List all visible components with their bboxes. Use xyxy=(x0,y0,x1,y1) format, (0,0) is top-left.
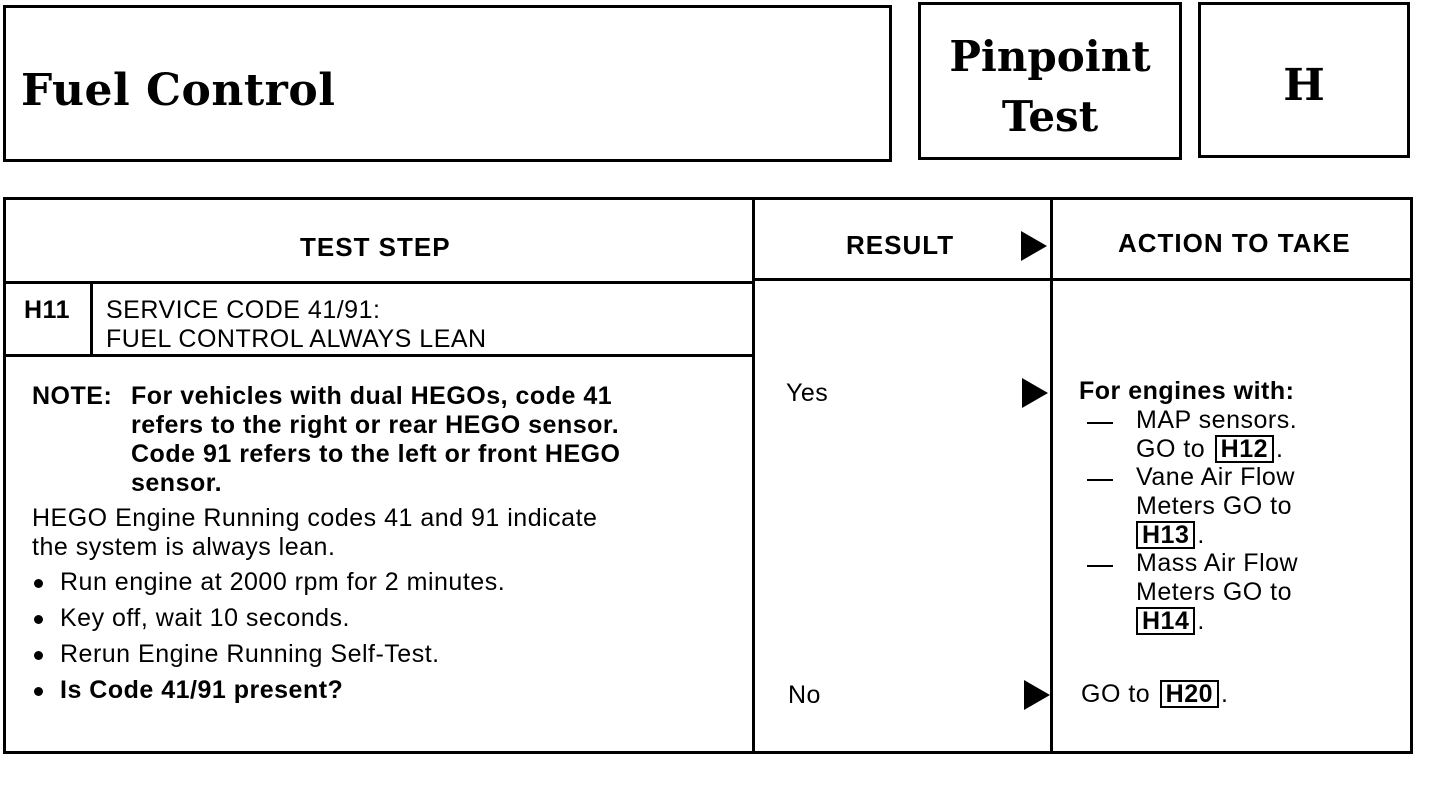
step-id-divider xyxy=(90,284,93,354)
test-type-line1: Pinpoint xyxy=(949,32,1151,81)
column-header-action: ACTION TO TAKE xyxy=(1118,228,1351,258)
result-yes: Yes xyxy=(786,379,829,407)
column-header-result: RESULT xyxy=(846,230,955,260)
action-no xyxy=(1081,680,1228,709)
body-line: the system is always lean. xyxy=(32,533,336,561)
bullet-icon xyxy=(34,615,43,624)
header-divider-result xyxy=(755,278,1410,281)
yes-arrow-icon xyxy=(1022,378,1048,408)
step-title-line2: FUEL CONTROL ALWAYS LEAN xyxy=(106,325,487,353)
action-mass-line2: Meters GO to xyxy=(1136,578,1293,606)
step-ref-h14: H14 xyxy=(1136,607,1195,635)
period: . xyxy=(1221,680,1229,708)
note-line: sensor. xyxy=(131,469,223,497)
page-title: Fuel Control xyxy=(21,65,336,116)
bullet-item: Run engine at 2000 rpm for 2 minutes. xyxy=(60,568,506,596)
dash-icon xyxy=(1087,479,1113,481)
dash-icon xyxy=(1087,565,1113,567)
bullet-icon xyxy=(34,651,43,660)
step-id: H11 xyxy=(24,296,70,324)
action-mass-line1: Mass Air Flow xyxy=(1136,549,1299,577)
action-vane-line2: Meters GO to xyxy=(1136,492,1293,520)
note-line: Code 91 refers to the left or front HEGO xyxy=(131,440,621,468)
column-header-test-step: TEST STEP xyxy=(300,232,451,262)
bullet-item: Key off, wait 10 seconds. xyxy=(60,604,350,632)
pinpoint-test-table xyxy=(3,197,1413,754)
body-line: HEGO Engine Running codes 41 and 91 indicate xyxy=(32,504,598,532)
step-ref-h12: H12 xyxy=(1215,435,1274,463)
test-letter: H xyxy=(1283,60,1325,111)
action-map-goto: GO to xyxy=(1136,435,1206,463)
step-ref-h20: H20 xyxy=(1160,680,1219,708)
action-vane-line3 xyxy=(1134,521,1205,550)
test-type-line2: Test xyxy=(1001,92,1099,141)
test-letter-box xyxy=(1198,2,1410,158)
action-vane-line1: Vane Air Flow xyxy=(1136,463,1295,491)
header-divider-step xyxy=(6,281,755,284)
action-map-line1: MAP sensors. xyxy=(1136,406,1298,434)
title-box xyxy=(3,5,892,162)
step-title-divider xyxy=(6,354,755,357)
dash-icon xyxy=(1087,422,1113,424)
column-divider-action xyxy=(1050,200,1053,751)
no-arrow-icon xyxy=(1024,680,1050,710)
note-label: NOTE: xyxy=(32,382,113,410)
step-title-line1: SERVICE CODE 41/91: xyxy=(106,296,381,324)
action-no-goto: GO to xyxy=(1081,680,1151,708)
result-no: No xyxy=(788,681,821,709)
bullet-item: Rerun Engine Running Self-Test. xyxy=(60,640,440,668)
step-ref-h13: H13 xyxy=(1136,521,1195,549)
test-type-box xyxy=(918,2,1182,160)
period: . xyxy=(1197,521,1205,549)
action-yes-heading: For engines with: xyxy=(1079,377,1295,405)
note-line: For vehicles with dual HEGOs, code 41 xyxy=(131,382,613,410)
bullet-item-question: Is Code 41/91 present? xyxy=(60,676,344,704)
result-arrow-icon xyxy=(1021,231,1047,261)
bullet-icon xyxy=(34,579,43,588)
period: . xyxy=(1197,607,1205,635)
action-mass-line3 xyxy=(1134,607,1205,636)
bullet-icon xyxy=(34,687,43,696)
period: . xyxy=(1276,435,1284,463)
action-map-line2 xyxy=(1136,435,1283,464)
note-line: refers to the right or rear HEGO sensor. xyxy=(131,411,620,439)
